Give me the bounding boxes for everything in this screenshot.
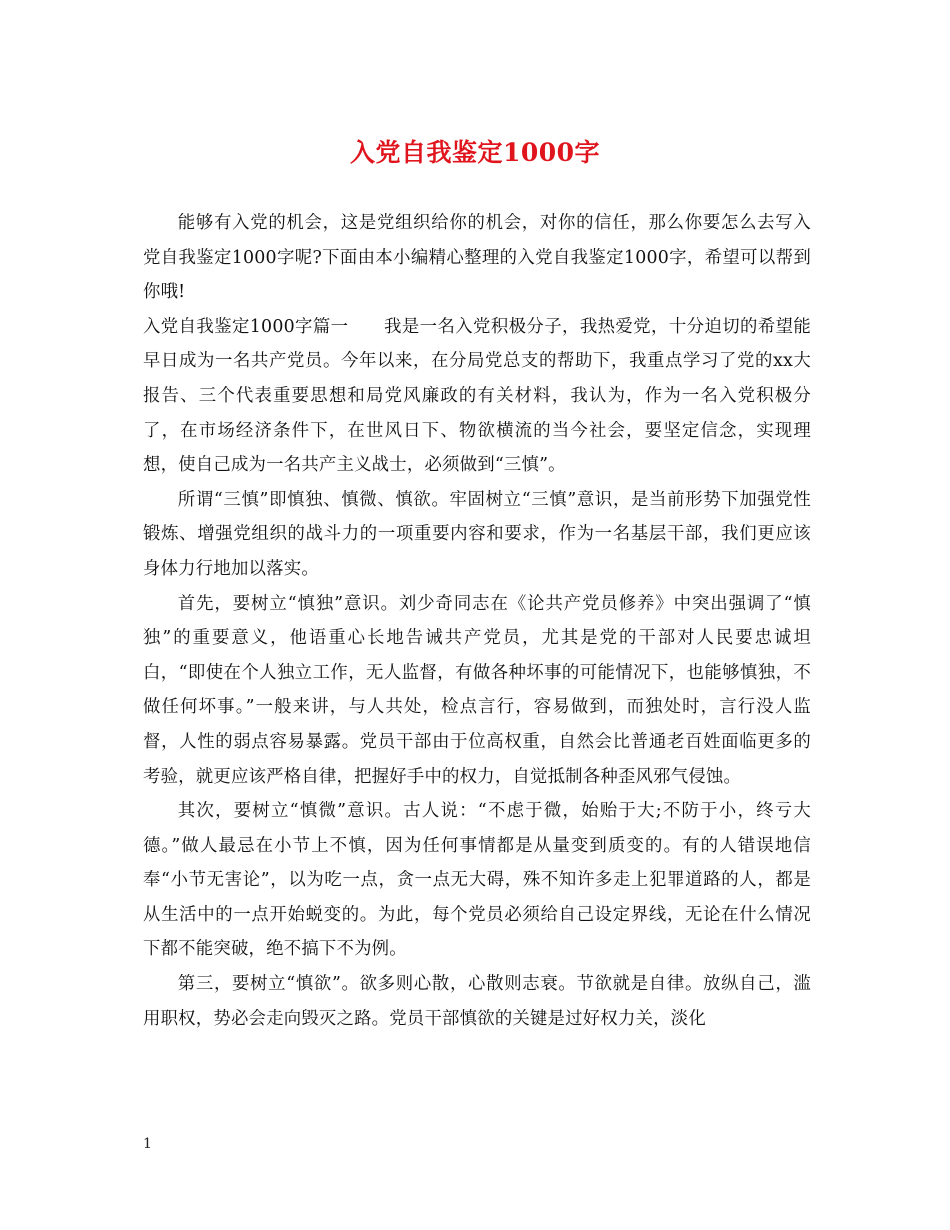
- shenwei-paragraph: 其次，要树立“慎微”意识。古人说：“不虑于微，始贻于大;不防于小，终亏大德。”做人最忌在小节上不慎，因为任何事情都是从量变到质变的。有的人错误地信奉“小节无害论”，以为吃一点，贪一点无大碍，殊不知许多走上犯罪道路的人，都是从生活中的一点开始蜕变的。为此，每个党员必须给自己设定界线，无论在什么情况下都不能突破，绝不搞下不为例。: [143, 801, 811, 960]
- intro-paragraph: 能够有入党的机会，这是党组织给你的机会，对你的信任，那么你要怎么去写入党自我鉴定1000字呢?下面由本小编精心整理的入党自我鉴定1000字，希望可以帮到你哦!: [143, 213, 811, 303]
- shendu-paragraph: 首先，要树立“慎独”意识。刘少奇同志在《论共产党员修养》中突出强调了“慎独”的重要意义，他语重心长地告诫共产党员，尤其是党的干部对人民要忠诚坦白，“即使在个人独立工作，无人监督，有做各种坏事的可能情况下，也能够慎独，不做任何坏事。”一般来讲，与人共处，检点言行，容易做到，而独处时，言行没人监督，人性的弱点容易暴露。党员干部由于位高权重，自然会比普通老百姓面临更多的考验，就更应该严格自律，把握好手中的权力，自觉抵制各种歪风邪气侵蚀。: [143, 593, 811, 787]
- page-number: 1: [143, 1136, 152, 1152]
- document-title: 入党自我鉴定1000字: [349, 138, 601, 167]
- three-cautions-paragraph: 所谓“三慎”即慎独、慎微、慎欲。牢固树立“三慎”意识，是当前形势下加强党性锻炼、增强党组织的战斗力的一项重要内容和要求，作为一名基层干部，我们更应该身体力行地加以落实。: [143, 489, 811, 579]
- shenyu-paragraph: 第三，要树立“慎欲”。欲多则心散，心散则志衰。节欲就是自律。放纵自己，滥用职权，势必会走向毁灭之路。党员干部慎欲的关键是过好权力关，淡化: [143, 974, 811, 1029]
- document-body: [143, 206, 811, 1036]
- section-one-paragraph: 入党自我鉴定1000字篇一 我是一名入党积极分子，我热爱党，十分迫切的希望能早日成为一名共产党员。今年以来，在分局党总支的帮助下，我重点学习了党的xx大报告、三个代表重要思想和局党风廉政的有关材料，我认为，作为一名入党积极分了，在市场经济条件下，在世风日下、物欲横流的当今社会，要坚定信念，实现理想，使自己成为一名共产主义战士，必须做到“三慎”。: [143, 316, 811, 476]
